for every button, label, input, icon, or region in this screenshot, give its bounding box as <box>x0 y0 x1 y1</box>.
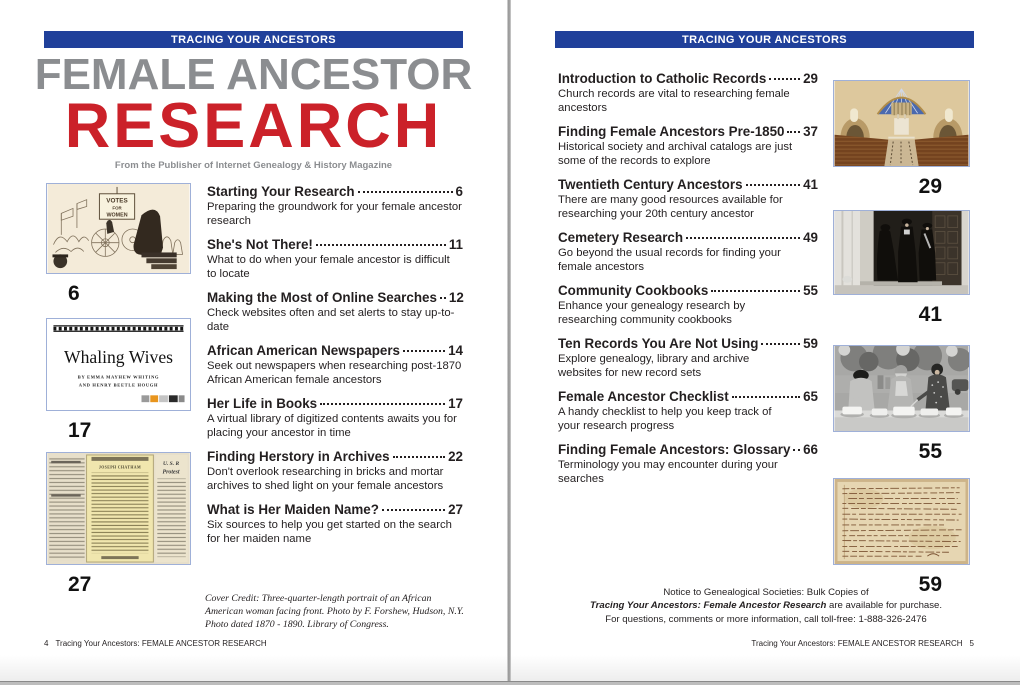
church-interior-photo-thumbnail <box>833 80 970 199</box>
entry-page-number: 59 <box>803 336 818 351</box>
clipping-side-headline-1: U. S. R <box>162 460 180 467</box>
entry-description: What to do when your female ancestor is difficult to locate <box>207 254 450 280</box>
page-header-banner <box>555 31 974 48</box>
entry-page-number: 11 <box>448 237 463 252</box>
dotted-leader <box>320 403 445 405</box>
left-toc-entry <box>207 343 463 387</box>
entry-description: Church records are vital to researching female ancestors <box>558 88 790 114</box>
entry-title: Ten Records You Are Not Using <box>558 336 759 351</box>
entry-page-number: 37 <box>803 124 818 139</box>
entry-page-number: 22 <box>448 449 463 464</box>
entry-page-number: 12 <box>448 290 464 305</box>
women-serving-photo-thumbnail <box>833 345 970 464</box>
dotted-leader <box>761 343 800 345</box>
scan-bottom-edge <box>0 681 1020 685</box>
footer-text: Tracing Your Ancestors: FEMALE ANCESTOR RESEARCH <box>55 639 267 648</box>
book-byline-1: BY EMMA MAYHEW WHITING <box>77 374 160 380</box>
newspaper-clipping-thumbnail <box>46 452 191 597</box>
dotted-leader <box>358 191 453 193</box>
dotted-leader <box>746 184 801 186</box>
notice-line-1: Notice to Genealogical Societies: Bulk Copies of <box>663 587 869 598</box>
entry-title: Community Cookbooks <box>558 283 709 298</box>
entry-page-number: 29 <box>803 71 818 86</box>
dotted-leader <box>382 509 445 511</box>
dotted-leader <box>686 237 800 239</box>
right-toc-entry <box>558 230 818 274</box>
entry-description: Six sources to help you get started on the search for her maiden name <box>207 519 452 545</box>
entry-page-number: 65 <box>803 389 818 404</box>
entry-title: African American Newspapers <box>207 343 401 358</box>
notice-magazine-title: Tracing Your Ancestors: Female Ancestor Research <box>589 600 827 612</box>
entry-description: Seek out newspapers when researching post-1870 African American female ancestors <box>207 360 462 386</box>
left-toc-entry <box>207 290 463 334</box>
thumbnail-page-number: 17 <box>68 419 92 442</box>
entry-description: Explore genealogy, library and archive websites for new record sets <box>558 353 750 379</box>
serving-photo <box>833 345 970 432</box>
right-toc-entry <box>558 71 818 115</box>
dotted-leader <box>769 78 800 80</box>
page-footer-left <box>44 639 267 648</box>
document-image <box>833 478 970 565</box>
entry-description: Preparing the groundwork for your female ancestor research <box>207 201 462 227</box>
entry-title: She's Not There! <box>207 237 313 252</box>
cover-credit-text: Cover Credit: Three-quarter-length portrait of an African American woman facing front. Photo by F. Forshew, Hudson, N.Y. Photo dated 1870 - 1890. Library of Congress. <box>205 593 464 631</box>
votes-for-women-cartoon-thumbnail <box>46 183 191 306</box>
toc-list-left <box>207 184 463 555</box>
cartoon-banner-text-line2: FOR <box>112 205 122 211</box>
entry-description: There are many good resources available for researching your 20th century ancestor <box>558 194 783 220</box>
entry-title: Starting Your Research <box>207 184 355 199</box>
right-toc-entry <box>558 336 818 380</box>
entry-description: Enhance your genealogy research by researching community cookbooks <box>558 300 746 326</box>
footer-page-number: 5 <box>969 639 974 648</box>
dotted-leader <box>711 290 800 292</box>
dotted-leader <box>403 350 445 352</box>
entry-description: A virtual library of digitized contents awaits you for placing your ancestor in time <box>207 413 457 439</box>
entry-page-number: 14 <box>448 343 463 358</box>
doorway-photo <box>833 210 970 295</box>
handwritten-document-thumbnail <box>833 478 970 597</box>
notice-line-3: For questions, comments or more information, call toll-free: 1-888-326-2476 <box>605 613 927 625</box>
entry-title: Finding Female Ancestors Pre-1850 <box>558 124 785 139</box>
entry-page-number: 17 <box>448 396 463 411</box>
dotted-leader <box>793 449 800 451</box>
entry-title: Her Life in Books <box>207 396 318 411</box>
entry-page-number: 41 <box>803 177 818 192</box>
cartoon-banner-text-line3: WOMEN <box>106 212 128 219</box>
right-toc-entry <box>558 124 818 168</box>
notice-line-2-rest: are available for purchase. <box>826 600 943 612</box>
entry-description: Terminology you may encounter during your searches <box>558 459 778 485</box>
church-photo <box>833 80 970 167</box>
page-footer-right <box>751 639 974 648</box>
entry-title: Twentieth Century Ancestors <box>558 177 743 192</box>
title-line-1: FEMALE ANCESTOR <box>34 50 473 99</box>
right-toc-entry <box>558 177 818 221</box>
clipping-side-headline-2: Protest <box>162 469 180 476</box>
thumbnail-page-number: 41 <box>918 303 942 326</box>
title-line-2: RESEARCH <box>64 90 443 161</box>
entry-title: Introduction to Catholic Records <box>558 71 767 86</box>
entry-page-number: 27 <box>448 502 463 517</box>
banner-label: TRACING YOUR ANCESTORS <box>170 33 337 46</box>
entry-title: Making the Most of Online Searches <box>207 290 437 305</box>
book-cover-image <box>46 318 191 411</box>
entry-title: What is Her Maiden Name? <box>207 502 379 517</box>
clipping-headline-text: JOSEPH CHATHAM <box>98 465 142 470</box>
footer-text: Tracing Your Ancestors: FEMALE ANCESTOR RESEARCH <box>751 639 963 648</box>
thumbnail-page-number: 27 <box>68 573 92 596</box>
book-title-text: Whaling Wives <box>63 347 174 368</box>
magazine-page-left <box>0 0 507 681</box>
thumbnail-page-number: 29 <box>918 175 942 198</box>
entry-page-number: 55 <box>803 283 818 298</box>
page-header-banner <box>44 31 463 48</box>
entry-title: Female Ancestor Checklist <box>558 389 729 404</box>
left-toc-entry <box>207 449 463 493</box>
entry-description: Historical society and archival catalogs are just some of the records to explore <box>558 141 793 167</box>
bulk-copies-notice <box>556 586 976 626</box>
magazine-page-right <box>511 0 1020 681</box>
left-toc-entry <box>207 237 463 281</box>
dotted-leader <box>393 456 446 458</box>
entry-page-number: 66 <box>803 442 818 457</box>
thumbnail-page-number: 55 <box>918 440 942 463</box>
entry-title: Finding Female Ancestors: Glossary <box>558 442 791 457</box>
footer-page-number: 4 <box>44 639 49 648</box>
whaling-wives-book-thumbnail <box>46 318 191 443</box>
thumbnail-page-number: 6 <box>68 282 80 305</box>
cartoon-image <box>46 183 191 274</box>
left-toc-entry <box>207 184 463 228</box>
right-toc-entry <box>558 442 818 486</box>
women-doorway-photo-thumbnail <box>833 210 970 327</box>
newspaper-image <box>46 452 191 565</box>
toc-list-right <box>558 71 818 495</box>
entry-description: Go beyond the usual records for finding your female ancestors <box>558 247 781 273</box>
entry-description: A handy checklist to help you keep track of your research progress <box>558 406 772 432</box>
entry-title: Finding Herstory in Archives <box>207 449 390 464</box>
title-subtitle: From the Publisher of Internet Genealogy & History Magazine <box>114 159 393 171</box>
dotted-leader <box>316 244 446 246</box>
right-toc-entry <box>558 389 818 433</box>
thumbnail-page-number: 59 <box>918 573 942 596</box>
left-toc-entry <box>207 396 463 440</box>
entry-page-number: 6 <box>455 184 463 199</box>
entry-description: Don't overlook researching in bricks and mortar archives to shed light on your female ancestors <box>207 466 444 492</box>
entry-title: Cemetery Research <box>558 230 684 245</box>
dotted-leader <box>440 297 446 299</box>
banner-label: TRACING YOUR ANCESTORS <box>681 33 848 46</box>
entry-description: Check websites often and set alerts to stay up-to-date <box>207 307 455 333</box>
entry-page-number: 49 <box>803 230 818 245</box>
dotted-leader <box>787 131 800 133</box>
magazine-masthead <box>0 50 507 171</box>
book-byline-2: AND HENRY BEETLE HOUGH <box>78 382 159 388</box>
left-toc-entry <box>207 502 463 546</box>
right-toc-entry <box>558 283 818 327</box>
cartoon-banner-text-line1: VOTES <box>106 197 128 205</box>
dotted-leader <box>732 396 800 398</box>
